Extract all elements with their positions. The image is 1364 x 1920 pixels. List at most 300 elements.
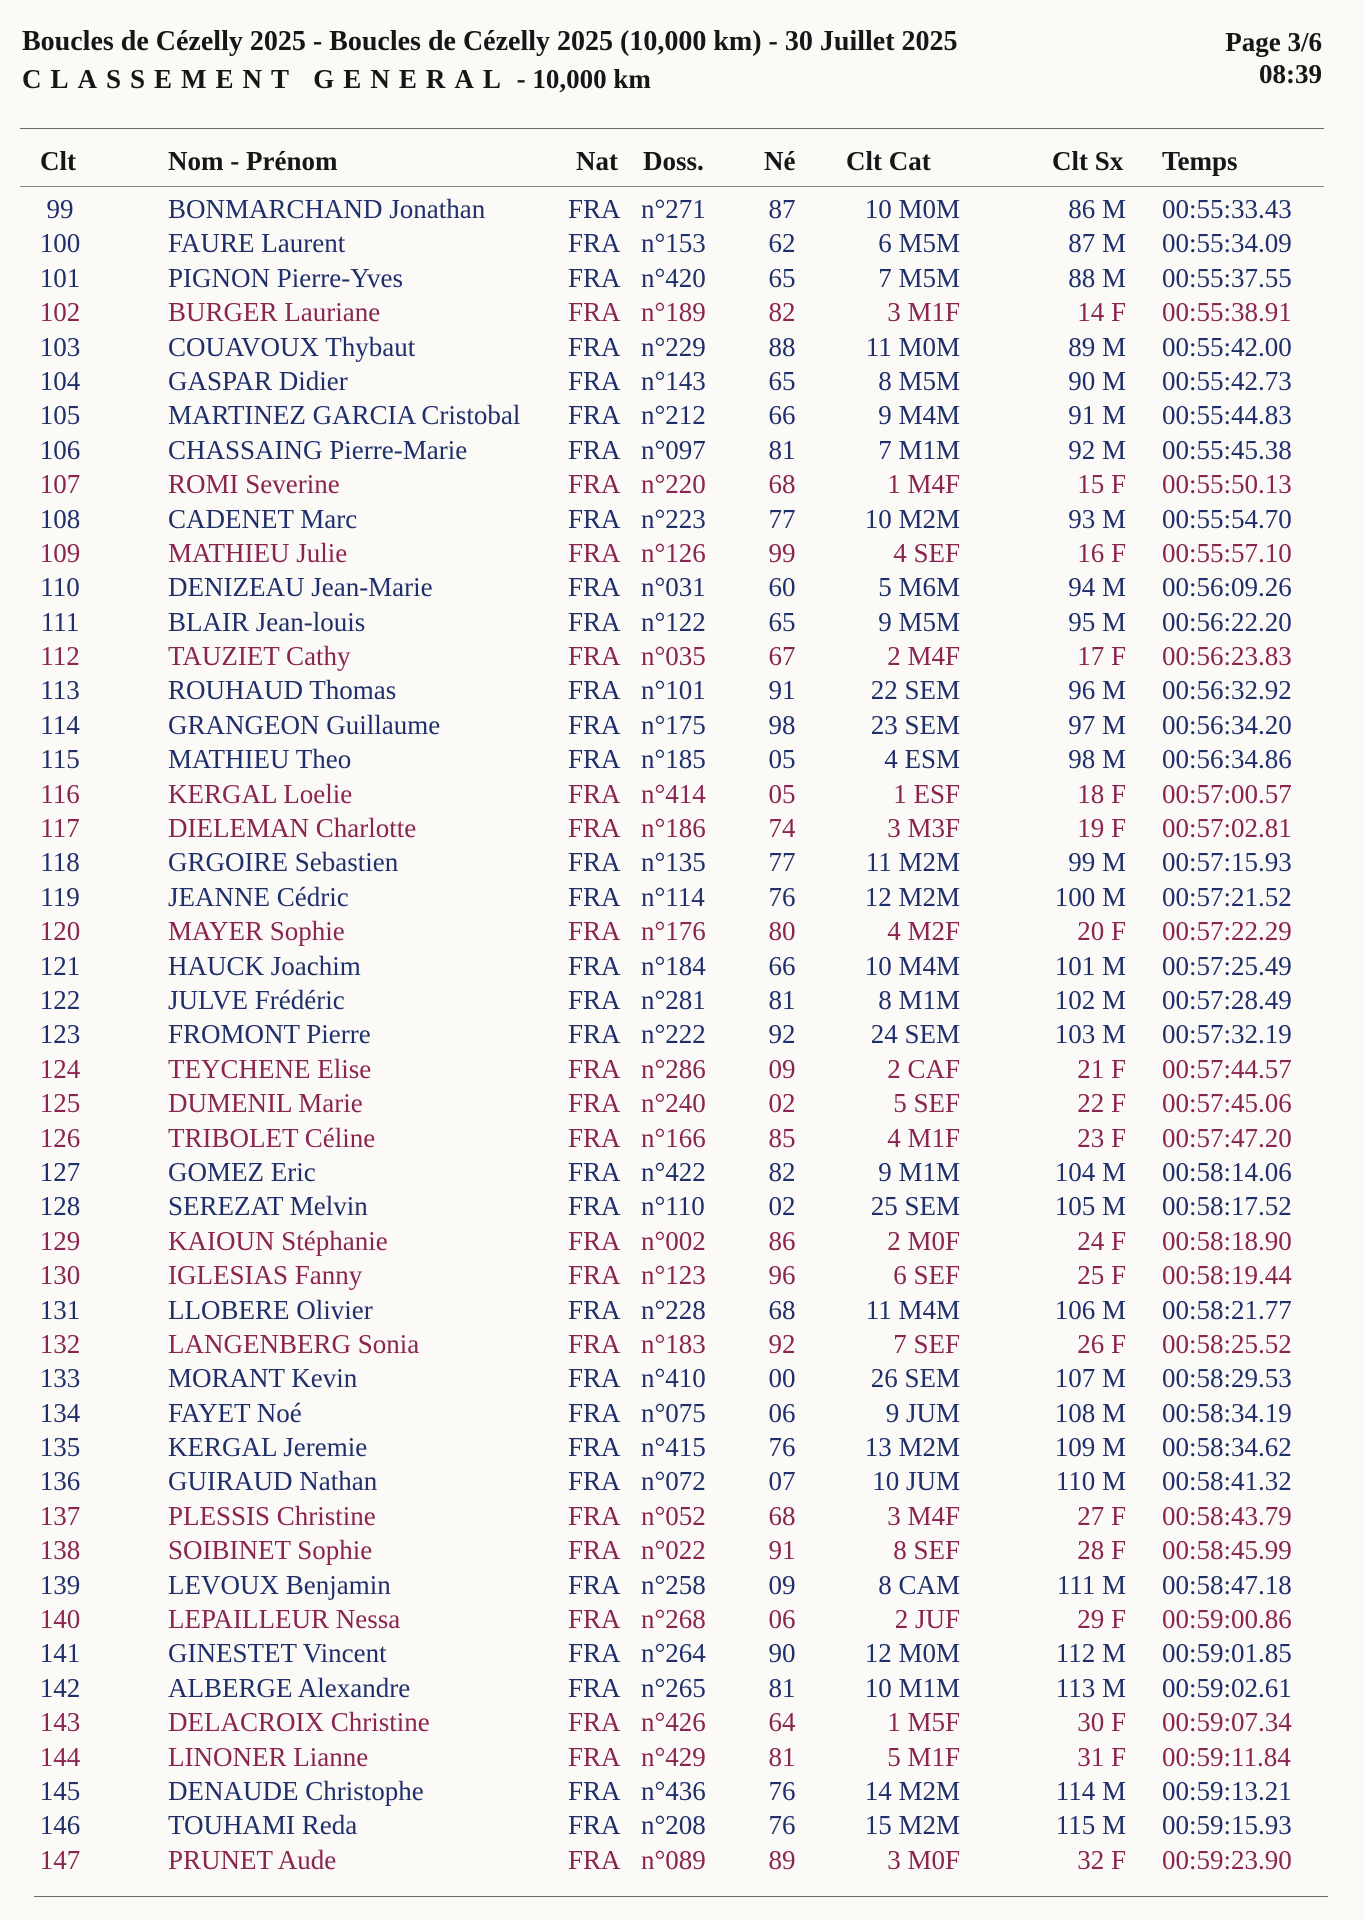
row-name: GUIRAUD Nathan bbox=[168, 1466, 378, 1497]
row-sex-rank: 110 M bbox=[1055, 1466, 1126, 1497]
row-rank: 146 bbox=[39, 1810, 81, 1841]
row-nat: FRA bbox=[568, 1775, 621, 1806]
row-name: BURGER Lauriane bbox=[168, 297, 381, 328]
row-dossard: n°265 bbox=[641, 1672, 706, 1703]
row-nat: FRA bbox=[568, 262, 621, 293]
table-row bbox=[0, 738, 1364, 775]
row-sex-rank: 31 F bbox=[1077, 1741, 1126, 1772]
table-row bbox=[0, 1495, 1364, 1529]
row-nat: FRA bbox=[568, 537, 621, 568]
col-time: Temps bbox=[1162, 146, 1238, 176]
row-time: 00:56:22.20 bbox=[1162, 606, 1292, 637]
row-name: LANGENBERG Sonia bbox=[168, 1328, 420, 1359]
row-category-rank: 10 JUM bbox=[872, 1466, 960, 1497]
row-category-rank: 12 M2M bbox=[864, 881, 960, 912]
table-row bbox=[0, 532, 1364, 566]
row-nat: FRA bbox=[568, 1397, 621, 1428]
table-row bbox=[0, 1254, 1364, 1291]
row-born: 81 bbox=[768, 1741, 796, 1772]
row-dossard: n°002 bbox=[641, 1225, 706, 1256]
table-row bbox=[0, 291, 1364, 328]
row-rank: 124 bbox=[39, 1053, 81, 1084]
row-time: 00:57:15.93 bbox=[1162, 847, 1292, 878]
row-born: 76 bbox=[768, 1810, 796, 1841]
row-sex-rank: 15 F bbox=[1077, 469, 1126, 500]
row-nat: FRA bbox=[568, 331, 621, 362]
row-born: 66 bbox=[768, 400, 796, 431]
row-name: TAUZIET Cathy bbox=[168, 641, 351, 672]
row-time: 00:59:00.86 bbox=[1162, 1604, 1292, 1635]
row-rank: 147 bbox=[39, 1844, 81, 1875]
row-born: 77 bbox=[768, 847, 796, 878]
row-sex-rank: 19 F bbox=[1077, 813, 1126, 844]
row-born: 65 bbox=[768, 606, 796, 637]
row-category-rank: 22 SEM bbox=[870, 675, 960, 706]
row-sex-rank: 89 M bbox=[1068, 331, 1126, 362]
row-time: 00:58:19.44 bbox=[1162, 1260, 1292, 1291]
row-sex-rank: 14 F bbox=[1077, 297, 1126, 328]
row-category-rank: 9 M4M bbox=[878, 400, 960, 431]
row-rank: 130 bbox=[39, 1260, 81, 1291]
row-name: MATHIEU Julie bbox=[168, 537, 348, 568]
row-category-rank: 2 JUF bbox=[894, 1604, 960, 1635]
row-name: PLESSIS Christine bbox=[168, 1500, 376, 1531]
row-nat: FRA bbox=[568, 1053, 621, 1084]
row-category-rank: 4 M2F bbox=[887, 916, 960, 947]
row-sex-rank: 112 M bbox=[1055, 1638, 1126, 1669]
row-category-rank: 2 CAF bbox=[887, 1053, 960, 1084]
row-nat: FRA bbox=[568, 984, 621, 1015]
table-row bbox=[0, 1220, 1364, 1254]
row-dossard: n°212 bbox=[641, 400, 706, 431]
row-category-rank: 8 M5M bbox=[878, 365, 960, 396]
row-time: 00:55:38.91 bbox=[1162, 297, 1292, 328]
row-born: 98 bbox=[768, 709, 796, 740]
row-rank: 144 bbox=[39, 1741, 81, 1772]
row-nat: FRA bbox=[568, 641, 621, 672]
row-born: 74 bbox=[768, 813, 796, 844]
row-name: DENAUDE Christophe bbox=[168, 1775, 424, 1806]
row-sex-rank: 17 F bbox=[1077, 641, 1126, 672]
ranking-subtitle bbox=[22, 64, 651, 95]
row-born: 81 bbox=[768, 434, 796, 465]
row-born: 76 bbox=[768, 1775, 796, 1806]
row-sex-rank: 29 F bbox=[1077, 1604, 1126, 1635]
row-name: MATHIEU Theo bbox=[168, 744, 352, 775]
row-name: ROMI Severine bbox=[168, 469, 340, 500]
row-category-rank: 9 M5M bbox=[878, 606, 960, 637]
row-name: DENIZEAU Jean-Marie bbox=[168, 572, 433, 603]
row-time: 00:57:02.81 bbox=[1162, 813, 1292, 844]
row-rank: 111 bbox=[40, 606, 80, 637]
row-rank: 115 bbox=[40, 744, 80, 775]
row-sex-rank: 26 F bbox=[1077, 1328, 1126, 1359]
row-sex-rank: 96 M bbox=[1068, 675, 1126, 706]
row-sex-rank: 95 M bbox=[1068, 606, 1126, 637]
row-nat: FRA bbox=[568, 194, 621, 224]
row-nat: FRA bbox=[568, 1225, 621, 1256]
row-born: 82 bbox=[768, 1156, 796, 1187]
row-sex-rank: 102 M bbox=[1054, 984, 1126, 1015]
row-born: 88 bbox=[768, 331, 796, 362]
table-row bbox=[0, 1048, 1364, 1082]
row-dossard: n°264 bbox=[641, 1638, 706, 1669]
row-nat: FRA bbox=[568, 847, 621, 878]
row-time: 00:56:32.92 bbox=[1162, 675, 1292, 706]
table-row bbox=[0, 1701, 1364, 1738]
row-nat: FRA bbox=[568, 1328, 621, 1359]
table-row bbox=[0, 222, 1364, 259]
row-rank: 137 bbox=[39, 1500, 81, 1531]
row-sex-rank: 18 F bbox=[1077, 778, 1126, 809]
row-category-rank: 3 M4F bbox=[887, 1500, 960, 1531]
row-rank: 109 bbox=[39, 537, 81, 568]
table-row bbox=[0, 360, 1364, 394]
row-sex-rank: 97 M bbox=[1068, 709, 1126, 740]
row-name: FAYET Noé bbox=[168, 1397, 302, 1428]
row-born: 68 bbox=[768, 469, 796, 500]
row-name: DIELEMAN Charlotte bbox=[168, 813, 417, 844]
row-rank: 104 bbox=[39, 365, 81, 396]
row-category-rank: 3 M1F bbox=[887, 297, 960, 328]
subtitle-distance: - 10,000 km bbox=[516, 64, 651, 94]
row-born: 77 bbox=[768, 503, 796, 534]
row-category-rank: 4 ESM bbox=[884, 744, 960, 775]
row-born: 76 bbox=[768, 881, 796, 912]
row-name: BLAIR Jean-louis bbox=[168, 606, 366, 637]
row-sex-rank: 88 M bbox=[1068, 262, 1126, 293]
row-nat: FRA bbox=[568, 297, 621, 328]
row-dossard: n°052 bbox=[641, 1500, 706, 1531]
row-name: FROMONT Pierre bbox=[168, 1019, 371, 1050]
row-born: 92 bbox=[768, 1019, 796, 1050]
row-nat: FRA bbox=[568, 778, 621, 809]
row-name: DELACROIX Christine bbox=[168, 1707, 430, 1738]
row-nat: FRA bbox=[568, 813, 621, 844]
row-sex-rank: 87 M bbox=[1068, 228, 1126, 259]
row-category-rank: 8 M1M bbox=[878, 984, 960, 1015]
row-sex-rank: 20 F bbox=[1077, 916, 1126, 947]
row-dossard: n°184 bbox=[641, 950, 706, 981]
row-category-rank: 23 SEM bbox=[870, 709, 960, 740]
row-category-rank: 6 M5M bbox=[878, 228, 960, 259]
row-nat: FRA bbox=[568, 1707, 621, 1738]
row-sex-rank: 113 M bbox=[1055, 1672, 1126, 1703]
row-dossard: n°229 bbox=[641, 331, 706, 362]
row-rank: 127 bbox=[39, 1156, 81, 1187]
row-dossard: n°101 bbox=[641, 675, 706, 706]
row-born: 68 bbox=[768, 1500, 796, 1531]
row-category-rank: 10 M0M bbox=[864, 194, 960, 224]
row-born: 96 bbox=[768, 1260, 796, 1291]
table-row bbox=[0, 1804, 1364, 1841]
row-name: GASPAR Didier bbox=[168, 365, 348, 396]
table-row bbox=[0, 257, 1364, 291]
row-born: 85 bbox=[768, 1122, 796, 1153]
row-time: 00:55:33.43 bbox=[1162, 194, 1292, 224]
row-nat: FRA bbox=[568, 1363, 621, 1394]
row-name: LEPAILLEUR Nessa bbox=[168, 1604, 401, 1635]
row-time: 00:57:00.57 bbox=[1162, 778, 1292, 809]
row-born: 89 bbox=[768, 1844, 796, 1875]
row-dossard: n°429 bbox=[641, 1741, 706, 1772]
col-born: Né bbox=[764, 146, 796, 176]
row-dossard: n°097 bbox=[641, 434, 706, 465]
row-sex-rank: 91 M bbox=[1068, 400, 1126, 431]
table-row bbox=[0, 463, 1364, 500]
row-dossard: n°143 bbox=[641, 365, 706, 396]
row-nat: FRA bbox=[568, 675, 621, 706]
row-rank: 118 bbox=[40, 847, 80, 878]
table-row bbox=[0, 1185, 1364, 1222]
row-name: LINONER Lianne bbox=[168, 1741, 369, 1772]
row-category-rank: 3 M3F bbox=[887, 813, 960, 844]
row-born: 09 bbox=[768, 1053, 796, 1084]
row-name: LEVOUX Benjamin bbox=[168, 1569, 391, 1600]
row-born: 91 bbox=[768, 675, 796, 706]
row-time: 00:58:47.18 bbox=[1162, 1569, 1292, 1600]
row-category-rank: 2 M4F bbox=[887, 641, 960, 672]
row-time: 00:58:17.52 bbox=[1162, 1191, 1292, 1222]
row-dossard: n°126 bbox=[641, 537, 706, 568]
row-category-rank: 11 M0M bbox=[865, 331, 960, 362]
table-row bbox=[0, 326, 1364, 360]
table-row bbox=[0, 669, 1364, 706]
row-category-rank: 11 M4M bbox=[865, 1294, 960, 1325]
table-row bbox=[0, 601, 1364, 635]
col-sex: Clt Sx bbox=[1052, 146, 1124, 176]
page-number: Page 3/6 bbox=[1225, 27, 1322, 57]
row-born: 99 bbox=[768, 537, 796, 568]
row-time: 00:55:44.83 bbox=[1162, 400, 1292, 431]
row-rank: 114 bbox=[40, 709, 80, 740]
row-sex-rank: 22 F bbox=[1077, 1088, 1126, 1119]
row-time: 00:57:22.29 bbox=[1162, 916, 1292, 947]
row-rank: 133 bbox=[39, 1363, 81, 1394]
row-nat: FRA bbox=[568, 1466, 621, 1497]
row-category-rank: 3 M0F bbox=[887, 1844, 960, 1875]
table-row bbox=[0, 1426, 1364, 1463]
row-dossard: n°089 bbox=[641, 1844, 706, 1875]
row-dossard: n°415 bbox=[641, 1432, 706, 1463]
row-category-rank: 8 CAM bbox=[878, 1569, 960, 1600]
row-nat: FRA bbox=[568, 1535, 621, 1566]
row-dossard: n°072 bbox=[641, 1466, 706, 1497]
row-time: 00:55:45.38 bbox=[1162, 434, 1292, 465]
row-category-rank: 8 SEF bbox=[893, 1535, 960, 1566]
row-born: 06 bbox=[768, 1604, 796, 1635]
table-row bbox=[0, 1598, 1364, 1635]
row-time: 00:55:57.10 bbox=[1162, 537, 1292, 568]
row-rank: 113 bbox=[40, 675, 80, 706]
row-rank: 121 bbox=[39, 950, 81, 981]
row-name: COUAVOUX Thybaut bbox=[168, 331, 416, 362]
row-rank: 119 bbox=[40, 881, 80, 912]
table-row bbox=[0, 566, 1364, 603]
row-sex-rank: 105 M bbox=[1054, 1191, 1126, 1222]
row-time: 00:57:32.19 bbox=[1162, 1019, 1292, 1050]
table-header-divider bbox=[20, 186, 1324, 187]
row-born: 91 bbox=[768, 1535, 796, 1566]
row-time: 00:58:41.32 bbox=[1162, 1466, 1292, 1497]
row-rank: 131 bbox=[39, 1294, 81, 1325]
table-row bbox=[0, 979, 1364, 1013]
row-time: 00:58:14.06 bbox=[1162, 1156, 1292, 1187]
row-rank: 122 bbox=[39, 984, 81, 1015]
header-divider bbox=[20, 128, 1324, 129]
row-category-rank: 9 JUM bbox=[885, 1397, 960, 1428]
row-dossard: n°223 bbox=[641, 503, 706, 534]
row-name: KAIOUN Stéphanie bbox=[168, 1225, 388, 1256]
row-nat: FRA bbox=[568, 1122, 621, 1153]
row-dossard: n°186 bbox=[641, 813, 706, 844]
row-born: 65 bbox=[768, 262, 796, 293]
row-rank: 136 bbox=[39, 1466, 81, 1497]
row-born: 64 bbox=[768, 1707, 796, 1738]
row-nat: FRA bbox=[568, 1088, 621, 1119]
row-rank: 140 bbox=[39, 1604, 81, 1635]
row-rank: 100 bbox=[39, 228, 81, 259]
row-dossard: n°240 bbox=[641, 1088, 706, 1119]
row-name: MARTINEZ GARCIA Cristobal bbox=[168, 400, 521, 431]
row-name: PRUNET Aude bbox=[168, 1844, 337, 1875]
row-dossard: n°414 bbox=[641, 778, 706, 809]
row-born: 66 bbox=[768, 950, 796, 981]
row-born: 76 bbox=[768, 1432, 796, 1463]
row-rank: 102 bbox=[39, 297, 81, 328]
row-rank: 132 bbox=[39, 1328, 81, 1359]
row-name: GINESTET Vincent bbox=[168, 1638, 387, 1669]
row-rank: 120 bbox=[39, 916, 81, 947]
row-time: 00:56:34.86 bbox=[1162, 744, 1292, 775]
row-dossard: n°035 bbox=[641, 641, 706, 672]
row-sex-rank: 21 F bbox=[1077, 1053, 1126, 1084]
row-born: 68 bbox=[768, 1294, 796, 1325]
row-nat: FRA bbox=[568, 881, 621, 912]
row-name: CHASSAING Pierre-Marie bbox=[168, 434, 468, 465]
row-category-rank: 1 M5F bbox=[887, 1707, 960, 1738]
row-nat: FRA bbox=[568, 365, 621, 396]
row-rank: 112 bbox=[40, 641, 80, 672]
row-rank: 134 bbox=[39, 1397, 81, 1428]
col-dossard: Doss. bbox=[643, 146, 704, 176]
row-name: KERGAL Jeremie bbox=[168, 1432, 368, 1463]
row-sex-rank: 16 F bbox=[1077, 537, 1126, 568]
row-nat: FRA bbox=[568, 1432, 621, 1463]
row-time: 00:58:34.62 bbox=[1162, 1432, 1292, 1463]
row-time: 00:56:23.83 bbox=[1162, 641, 1292, 672]
row-dossard: n°122 bbox=[641, 606, 706, 637]
row-dossard: n°075 bbox=[641, 1397, 706, 1428]
row-category-rank: 10 M1M bbox=[864, 1672, 960, 1703]
row-nat: FRA bbox=[568, 1741, 621, 1772]
row-dossard: n°114 bbox=[641, 881, 705, 912]
row-nat: FRA bbox=[568, 572, 621, 603]
row-sex-rank: 32 F bbox=[1077, 1844, 1126, 1875]
col-cat: Clt Cat bbox=[846, 146, 931, 176]
row-sex-rank: 103 M bbox=[1054, 1019, 1126, 1050]
row-sex-rank: 27 F bbox=[1077, 1500, 1126, 1531]
row-sex-rank: 23 F bbox=[1077, 1122, 1126, 1153]
row-time: 00:59:13.21 bbox=[1162, 1775, 1292, 1806]
row-born: 07 bbox=[768, 1466, 796, 1497]
row-time: 00:57:21.52 bbox=[1162, 881, 1292, 912]
table-row bbox=[0, 1151, 1364, 1185]
row-category-rank: 5 M1F bbox=[887, 1741, 960, 1772]
table-row bbox=[0, 1082, 1364, 1119]
row-nat: FRA bbox=[568, 1019, 621, 1050]
row-sex-rank: 94 M bbox=[1068, 572, 1126, 603]
row-rank: 116 bbox=[40, 778, 80, 809]
row-category-rank: 24 SEM bbox=[870, 1019, 960, 1050]
row-dossard: n°420 bbox=[641, 262, 706, 293]
row-category-rank: 15 M2M bbox=[864, 1810, 960, 1841]
row-nat: FRA bbox=[568, 228, 621, 259]
row-category-rank: 7 M5M bbox=[878, 262, 960, 293]
row-category-rank: 10 M2M bbox=[864, 503, 960, 534]
row-name: JULVE Frédéric bbox=[168, 984, 345, 1015]
row-sex-rank: 24 F bbox=[1077, 1225, 1126, 1256]
row-dossard: n°153 bbox=[641, 228, 706, 259]
row-born: 00 bbox=[768, 1363, 796, 1394]
row-nat: FRA bbox=[568, 1156, 621, 1187]
row-born: 82 bbox=[768, 297, 796, 328]
row-rank: 135 bbox=[39, 1432, 81, 1463]
row-time: 00:55:50.13 bbox=[1162, 469, 1292, 500]
row-category-rank: 2 M0F bbox=[887, 1225, 960, 1256]
row-nat: FRA bbox=[568, 1604, 621, 1635]
subtitle-label: CLASSEMENT GENERAL bbox=[22, 64, 510, 94]
row-dossard: n°176 bbox=[641, 916, 706, 947]
row-nat: FRA bbox=[568, 400, 621, 431]
row-rank: 129 bbox=[39, 1225, 81, 1256]
row-category-rank: 5 SEF bbox=[893, 1088, 960, 1119]
row-nat: FRA bbox=[568, 1294, 621, 1325]
row-time: 00:55:37.55 bbox=[1162, 262, 1292, 293]
row-sex-rank: 101 M bbox=[1054, 950, 1126, 981]
row-name: DUMENIL Marie bbox=[168, 1088, 363, 1119]
row-time: 00:58:21.77 bbox=[1162, 1294, 1292, 1325]
row-name: BONMARCHAND Jonathan bbox=[168, 194, 486, 224]
table-row bbox=[0, 876, 1364, 910]
footer-divider bbox=[34, 1896, 1328, 1897]
row-nat: FRA bbox=[568, 709, 621, 740]
row-category-rank: 1 ESF bbox=[893, 778, 960, 809]
row-name: LLOBERE Olivier bbox=[168, 1294, 373, 1325]
row-time: 00:56:09.26 bbox=[1162, 572, 1292, 603]
row-category-rank: 26 SEM bbox=[870, 1363, 960, 1394]
row-category-rank: 9 M1M bbox=[878, 1156, 960, 1187]
row-category-rank: 4 SEF bbox=[893, 537, 960, 568]
row-name: GOMEZ Eric bbox=[168, 1156, 316, 1187]
row-dossard: n°135 bbox=[641, 847, 706, 878]
row-dossard: n°022 bbox=[641, 1535, 706, 1566]
row-rank: 139 bbox=[39, 1569, 81, 1600]
row-category-rank: 1 M4F bbox=[887, 469, 960, 500]
table-row bbox=[0, 1632, 1364, 1669]
row-sex-rank: 109 M bbox=[1054, 1432, 1126, 1463]
col-rank: Clt bbox=[40, 146, 76, 176]
row-time: 00:59:11.84 bbox=[1162, 1741, 1291, 1772]
row-nat: FRA bbox=[568, 1810, 621, 1841]
row-name: SEREZAT Melvin bbox=[168, 1191, 368, 1222]
row-dossard: n°220 bbox=[641, 469, 706, 500]
table-row bbox=[0, 635, 1364, 672]
row-nat: FRA bbox=[568, 469, 621, 500]
row-born: 81 bbox=[768, 1672, 796, 1703]
row-time: 00:57:28.49 bbox=[1162, 984, 1292, 1015]
row-sex-rank: 104 M bbox=[1054, 1156, 1126, 1187]
